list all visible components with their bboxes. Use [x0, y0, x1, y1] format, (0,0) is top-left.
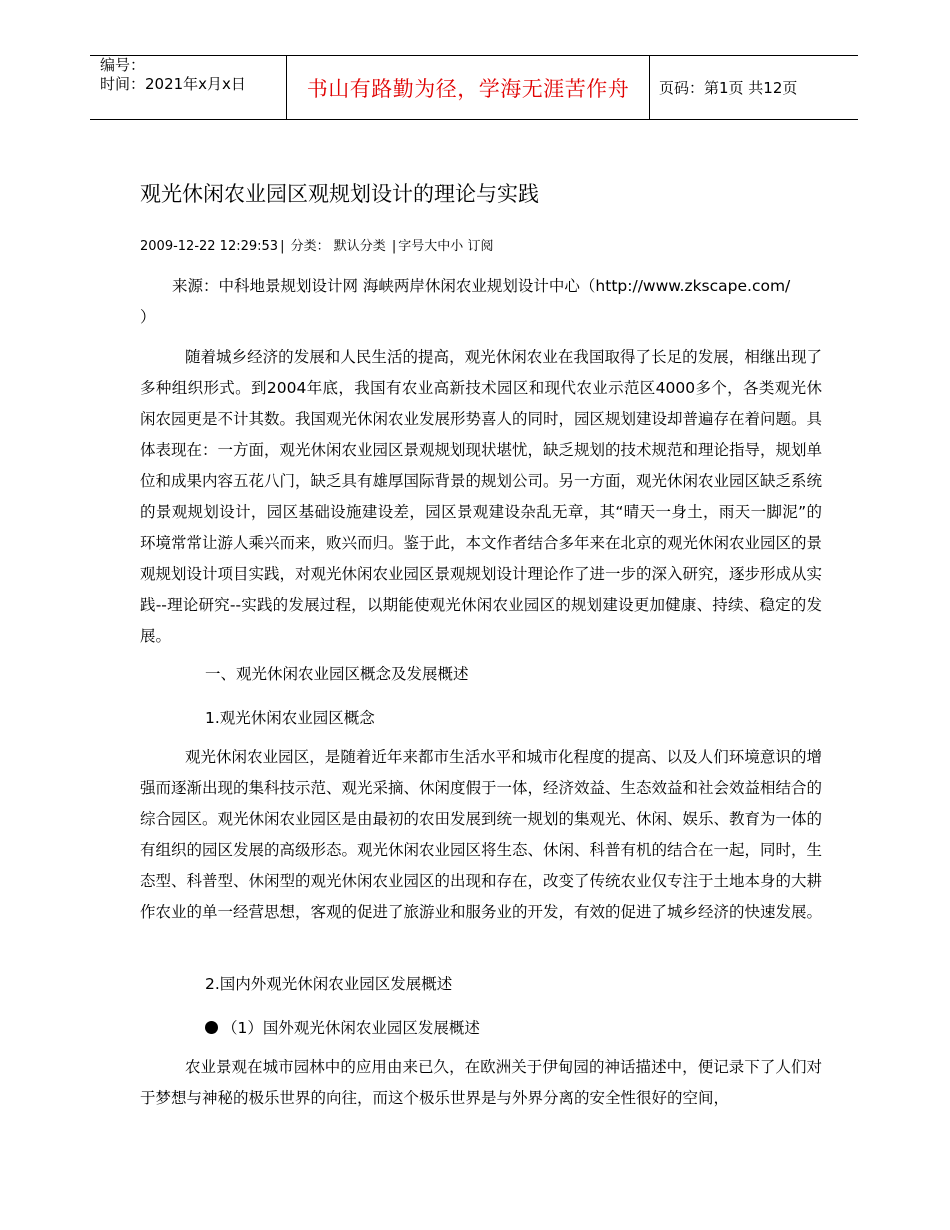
meta-font-size[interactable]: 字号大中小 — [398, 239, 464, 254]
concept-paragraph: 观光休闲农业园区，是随着近年来都市生活水平和城市化程度的提高、以及人们环境意识的增强而逐渐出现的集科技示范、观光采摘、休闲度假于一体，经济效益、生态效益和社会效益相结合的综合园区。观光休闲农业园区是由最初的农田发展到统一规划的集观光、休闲、娱乐、教育为一体的有组织的园区发展的高级形态。观光休闲农业园区将生态、休闲、科普有机的结合在一起，同时，生态型、科普型、休闲型的观光休闲农业园区的出现和存在，改变了传统农业仅专注于土地本身的大耕作农业的单一经营思想，客观的促进了旅游业和服务业的开发，有效的促进了城乡经济的快速发展。 — [140, 748, 823, 921]
meta-datetime: 2009-12-22 12:29:53 — [140, 239, 279, 254]
meta-subscribe[interactable]: 订阅 — [467, 239, 494, 254]
source-line-2: ） — [140, 308, 156, 326]
subsection-heading — [205, 1016, 480, 1038]
header-motto: 书山有路勤为径，学海无涯苦作舟 — [286, 56, 650, 119]
page-info: 页码：第1页 共12页 — [659, 79, 798, 97]
subsection-heading-text: （1）国外观光休闲农业园区发展概述 — [222, 1019, 480, 1037]
document-header — [90, 55, 858, 120]
header-left-cell — [90, 56, 286, 119]
article-meta: 2009-12-22 12:29:53 | 分类： 默认分类 | 字号大中小 订阅 — [140, 239, 494, 254]
meta-category[interactable]: 分类： 默认分类 — [290, 239, 386, 254]
number-label: 编号： — [100, 56, 146, 74]
bullet-icon — [205, 1021, 218, 1034]
time-label: 时间：2021年x月x日 — [100, 75, 246, 93]
source-line-1: 来源：中科地景规划设计网 海峡两岸休闲农业规划设计中心（http://www.zkscape.com/ — [172, 277, 791, 295]
section-1-heading: 一、观光休闲农业园区概念及发展概述 — [205, 665, 469, 683]
intro-paragraph: 随着城乡经济的发展和人民生活的提高，观光休闲农业在我国取得了长足的发展，相继出现了多种组织形式。到2004年底，我国有农业高新技术园区和现代农业示范区4000多个，各类观光休闲农园更是不计其数。我国观光休闲农业发展形势喜人的同时，园区规划建设却普遍存在着问题。具体表现在：一方面，观光休闲农业园区景观规划现状堪忧，缺乏规划的技术规范和理论指导，规划单位和成果内容五花八门，缺乏具有雄厚国际背景的规划公司。另一方面，观光休闲农业园区缺乏系统的景观规划设计，园区基础设施建设差，园区景观建设杂乱无章，其“晴天一身土，雨天一脚泥”的环境常常让游人乘兴而来，败兴而归。鉴于此，本文作者结合多年来在北京的观光休闲农业园区的景观规划设计项目实践，对观光休闲农业园区景观规划设计理论作了进一步的深入研究，逐步形成从实践--理论研究--实践的发展过程，以期能使观光休闲农业园区的规划建设更加健康、持续、稳定的发展。 — [140, 348, 823, 645]
article-title: 观光休闲农业园区观规划设计的理论与实践 — [140, 182, 539, 206]
section-1-1-heading: 1.观光休闲农业园区概念 — [205, 709, 375, 727]
foreign-paragraph: 农业景观在城市园林中的应用由来已久，在欧洲关于伊甸园的神话描述中，便记录下了人们对于梦想与神秘的极乐世界的向往，而这个极乐世界是与外界分离的安全性很好的空间， — [140, 1058, 822, 1107]
section-1-2-heading: 2.国内外观光休闲农业园区发展概述 — [205, 975, 453, 993]
